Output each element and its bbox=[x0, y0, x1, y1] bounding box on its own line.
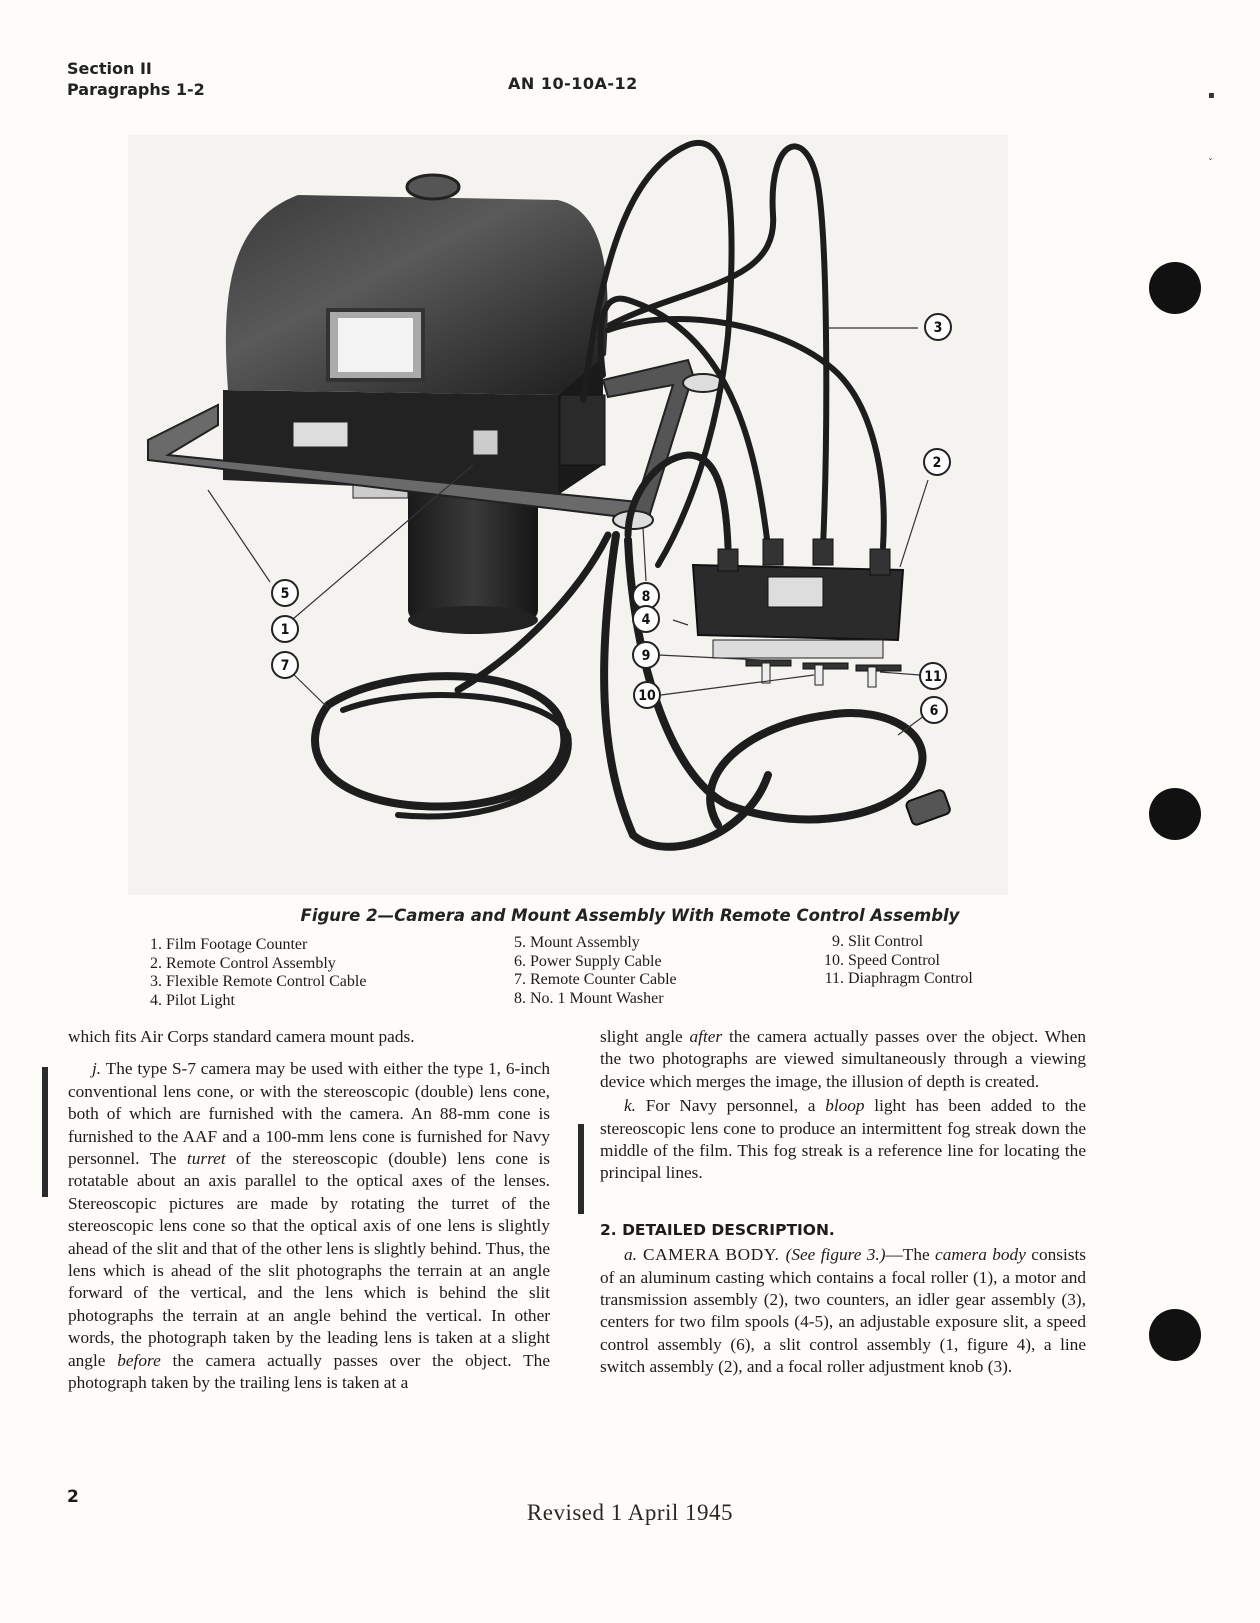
section-label: Section II bbox=[67, 59, 152, 78]
paragraph-continuation: which fits Air Corps standard camera mount pads. bbox=[68, 1027, 415, 1046]
legend-item: 1. Film Footage Counter bbox=[150, 936, 308, 953]
svg-text:10: 10 bbox=[638, 688, 656, 704]
punch-hole bbox=[1149, 1309, 1201, 1361]
legend-item: 8. No. 1 Mount Washer bbox=[514, 989, 664, 1007]
figure-legend-column-1 bbox=[150, 936, 366, 1010]
svg-text:7: 7 bbox=[280, 658, 290, 674]
svg-text:3: 3 bbox=[933, 320, 943, 336]
margin-mark: ▪ bbox=[1208, 90, 1215, 101]
legend-item: 11. Diaphragm Control bbox=[824, 970, 973, 987]
body-column-right bbox=[600, 1026, 1086, 1379]
figure-caption: Figure 2—Camera and Mount Assembly With Remote Control Assembly bbox=[300, 906, 960, 925]
revision-change-bar bbox=[42, 1067, 48, 1197]
callout-11 bbox=[920, 663, 946, 689]
body-column-left bbox=[68, 1026, 550, 1395]
callout-7 bbox=[272, 652, 298, 678]
svg-text:4: 4 bbox=[641, 612, 651, 628]
callout-4 bbox=[633, 606, 659, 632]
legend-item: 6. Power Supply Cable bbox=[514, 952, 662, 970]
camera-mount-assembly-illustration bbox=[128, 135, 1008, 895]
revision-date: Revised 1 April 1945 bbox=[526, 1500, 734, 1525]
svg-text:6: 6 bbox=[929, 703, 939, 719]
paragraphs-label: Paragraphs 1-2 bbox=[67, 80, 205, 99]
svg-text:2: 2 bbox=[932, 455, 942, 471]
figure-photo bbox=[128, 135, 1008, 895]
legend-item: 7. Remote Counter Cable bbox=[514, 971, 677, 988]
svg-text:9: 9 bbox=[641, 648, 651, 664]
revision-change-bar bbox=[578, 1124, 584, 1214]
callout-3 bbox=[925, 314, 951, 340]
callout-6 bbox=[921, 697, 947, 723]
paragraph-continuation: slight angle after the camera actually passes over the object. When the two photographs are viewed simultaneously through a viewing device which merges the image, the illusion of depth is created. bbox=[600, 1027, 1086, 1091]
svg-text:1: 1 bbox=[280, 622, 290, 638]
callout-9 bbox=[633, 642, 659, 668]
section-heading: 2. DETAILED DESCRIPTION. bbox=[600, 1220, 835, 1239]
callout-2 bbox=[924, 449, 950, 475]
punch-hole bbox=[1149, 262, 1201, 314]
document-number: AN 10-10A-12 bbox=[508, 74, 638, 93]
svg-text:5: 5 bbox=[280, 586, 290, 602]
svg-text:8: 8 bbox=[641, 589, 651, 605]
paragraph-j: j. The type S-7 camera may be used with either the type 1, 6-inch conventional lens cone, or with the stereoscopic (double) lens cone, both of which are furnished with the camera. An 88-mm cone is furnished to the AAF and a 100-mm lens cone is furnished for Navy personnel. The turret of the stereoscopic (double) lens cone is rotatable about an axis parallel to the optical axes of the lenses. Stereoscopic pictures are made by rotating the turret of the stereoscopic lens cone so that the optical axis of one lens is slightly ahead of the slit and that of the other lens is slightly behind. Thus, the lens which is ahead of the slit photographs the terrain at an angle forward of the vertical, and the lens which is behind the slit photographs the terrain at an angle behind the vertical. In other words, the photograph taken by the leading lens is taken at a slight angle before the camera actually passes over the object. The photograph taken by the trailing lens is taken at a bbox=[68, 1059, 550, 1393]
legend-item: 5. Mount Assembly bbox=[514, 934, 640, 951]
callout-1 bbox=[272, 616, 298, 642]
legend-item: 9. Slit Control bbox=[832, 933, 924, 950]
page-number: 2 bbox=[67, 1487, 79, 1507]
paragraph-k: k. For Navy personnel, a bloop light has been added to the stereoscopic lens cone to produce an intermittent fog streak down the middle of the film. This fog streak is a reference line for locating the principal lines. bbox=[600, 1096, 1086, 1183]
legend-item: 10. Speed Control bbox=[824, 951, 940, 969]
running-header-left bbox=[67, 58, 205, 100]
figure-legend-column-2 bbox=[514, 934, 677, 1008]
figure-legend-column-3 bbox=[820, 933, 973, 989]
callout-5 bbox=[272, 580, 298, 606]
margin-mark: ˇ bbox=[1208, 158, 1213, 169]
svg-text:11: 11 bbox=[924, 669, 942, 685]
punch-hole bbox=[1149, 788, 1201, 840]
paragraph-a: a. CAMERA BODY. (See figure 3.)—The camera body consists of an aluminum casting which contains a focal roller (1), a motor and transmission assembly (2), two counters, an idler gear assembly (3), centers for two film spools (4-5), an adjustable exposure slit, a speed control assembly (6), a slit control assembly (1, figure 4), a line switch assembly (2), and a focal roller adjustment knob (3). bbox=[600, 1245, 1087, 1377]
legend-item: 3. Flexible Remote Control Cable bbox=[150, 973, 367, 990]
legend-item: 2. Remote Control Assembly bbox=[150, 954, 336, 972]
legend-item: 4. Pilot Light bbox=[150, 991, 235, 1009]
callout-10 bbox=[634, 682, 660, 708]
